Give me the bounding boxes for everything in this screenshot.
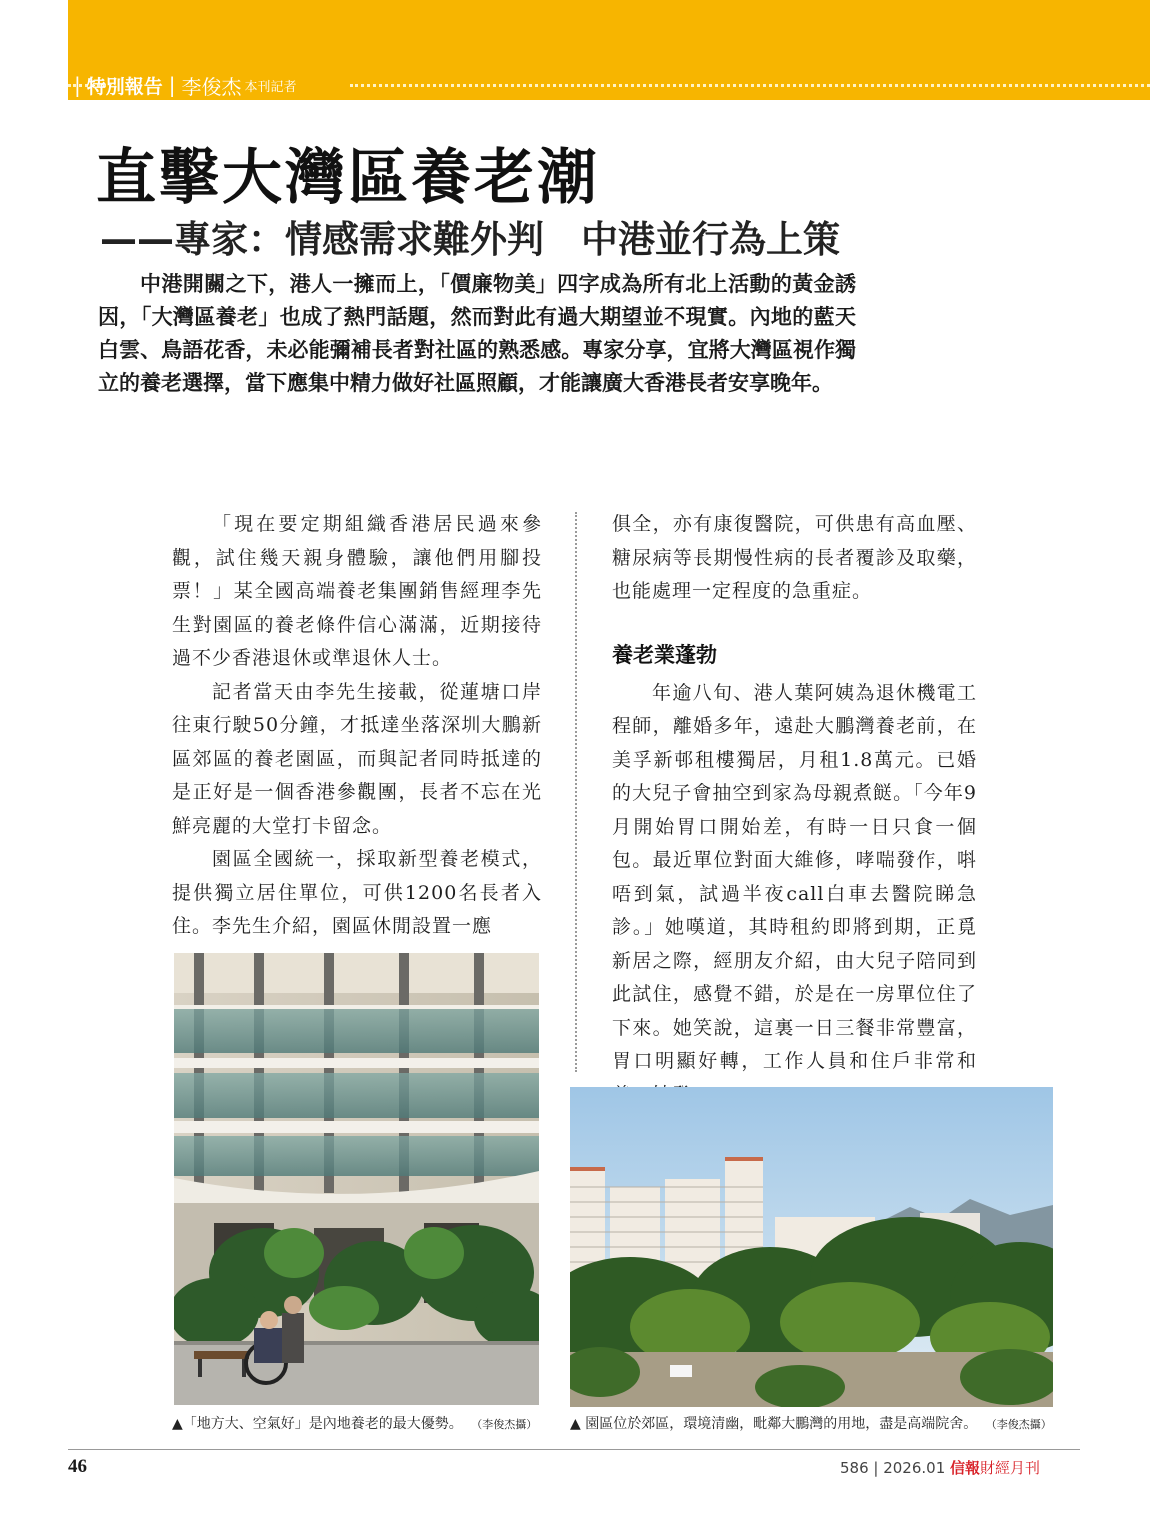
paragraph: 「現在要定期組織香港居民過來參觀，試住幾天親身體驗，讓他們用腳投票！」某全國高端養老集團銷售經理李先生對園區的養老條件信心滿滿，近期接待過不少香港退休或準退休人士。 <box>172 513 542 669</box>
divider: | <box>168 73 176 97</box>
divider: | <box>74 73 81 97</box>
article-subtitle: ——專家：情感需求難外判 中港並行為上策 <box>100 218 840 261</box>
footer-info <box>840 1457 1040 1478</box>
building-photo <box>174 953 539 1405</box>
article-title: 直擊大灣區養老潮 <box>96 143 600 213</box>
article-lede: 中港開關之下，港人一擁而上，「價廉物美」四字成為所有北上活動的黃金誘因，「大灣區養老」也成了熱門話題，然而對此有過大期望並不現實。內地的藍天白雲、鳥語花香，未必能彌補長者對社區的熟悉感。專家分享，宜將大灣區視作獨立的養老選擇，當下應集中精力做好社區照顧，才能讓廣大香港長者安享晚年。 <box>98 272 856 395</box>
author-name: 李俊杰 <box>181 74 242 99</box>
paragraph: 園區全國統一，採取新型養老模式，提供獨立居住單位，可供1200名長者入住。李先生介紹，園區休閒設置一應 <box>172 848 542 937</box>
page-number: 46 <box>68 1456 87 1477</box>
paragraph: 俱全，亦有康復醫院，可供患有高血壓、糖尿病等長期慢性病的長者覆診及取藥，也能處理一定程度的急重症。 <box>612 513 977 602</box>
caption-text: ▲ 園區位於郊區，環境清幽，毗鄰大鵬灣的用地，盡是高端院舍。 <box>570 1416 978 1432</box>
banner-dots-right <box>350 84 1150 87</box>
publication-name: 財經月刊 <box>980 1459 1041 1477</box>
section-label: 特別報告 <box>86 75 163 98</box>
landscape-photo <box>570 1087 1053 1407</box>
caption-text: ▲「地方大、空氣好」是內地養老的最大優勢。 <box>172 1416 463 1432</box>
photo-caption <box>172 1413 537 1433</box>
footer-rule <box>68 1449 1080 1450</box>
left-column <box>172 508 542 944</box>
issue-info: 586 | 2026.01 <box>840 1459 946 1477</box>
photo-credit: （李俊杰攝） <box>476 1418 538 1431</box>
photo-credit: （李俊杰攝） <box>991 1418 1052 1431</box>
right-column <box>612 508 977 1112</box>
section-heading: 養老業蓬勃 <box>612 642 717 667</box>
column-divider <box>575 512 577 1072</box>
photo-caption <box>570 1413 1052 1433</box>
author-role: 本刊記者 <box>244 79 297 95</box>
section-header <box>68 72 297 98</box>
paragraph: 年逾八旬、港人葉阿姨為退休機電工程師，離婚多年，遠赴大鵬灣養老前，在美孚新邨租樓獨居，月租1.8萬元。已婚的大兒子會抽空到家為母親煮餸。「今年9月開始胃口開始差，有時一日只食一個包。最近單位對面大維修，哮喘發作，唞唔到氣，試過半夜call白車去醫院睇急診。」她嘆道，其時租約即將到期，正覓新居之際，經朋友介紹，由大兒子陪同到此試住，感覺不錯，於是在一房單位住了下來。她笑說，這裏一日三餐非常豐富，胃口明顯好轉，工作人員和住戶非常和 <box>612 681 977 1072</box>
publication-brand: 信報 <box>950 1459 981 1477</box>
paragraph: 記者當天由李先生接載，從蓮塘口岸往東行駛50分鐘，才抵達坐落深圳大鵬新區郊區的養老園區，而與記者同時抵達的是正好是一個香港參觀團，長者不忘在光鮮亮麗的大堂打卡留念。 <box>172 680 542 837</box>
